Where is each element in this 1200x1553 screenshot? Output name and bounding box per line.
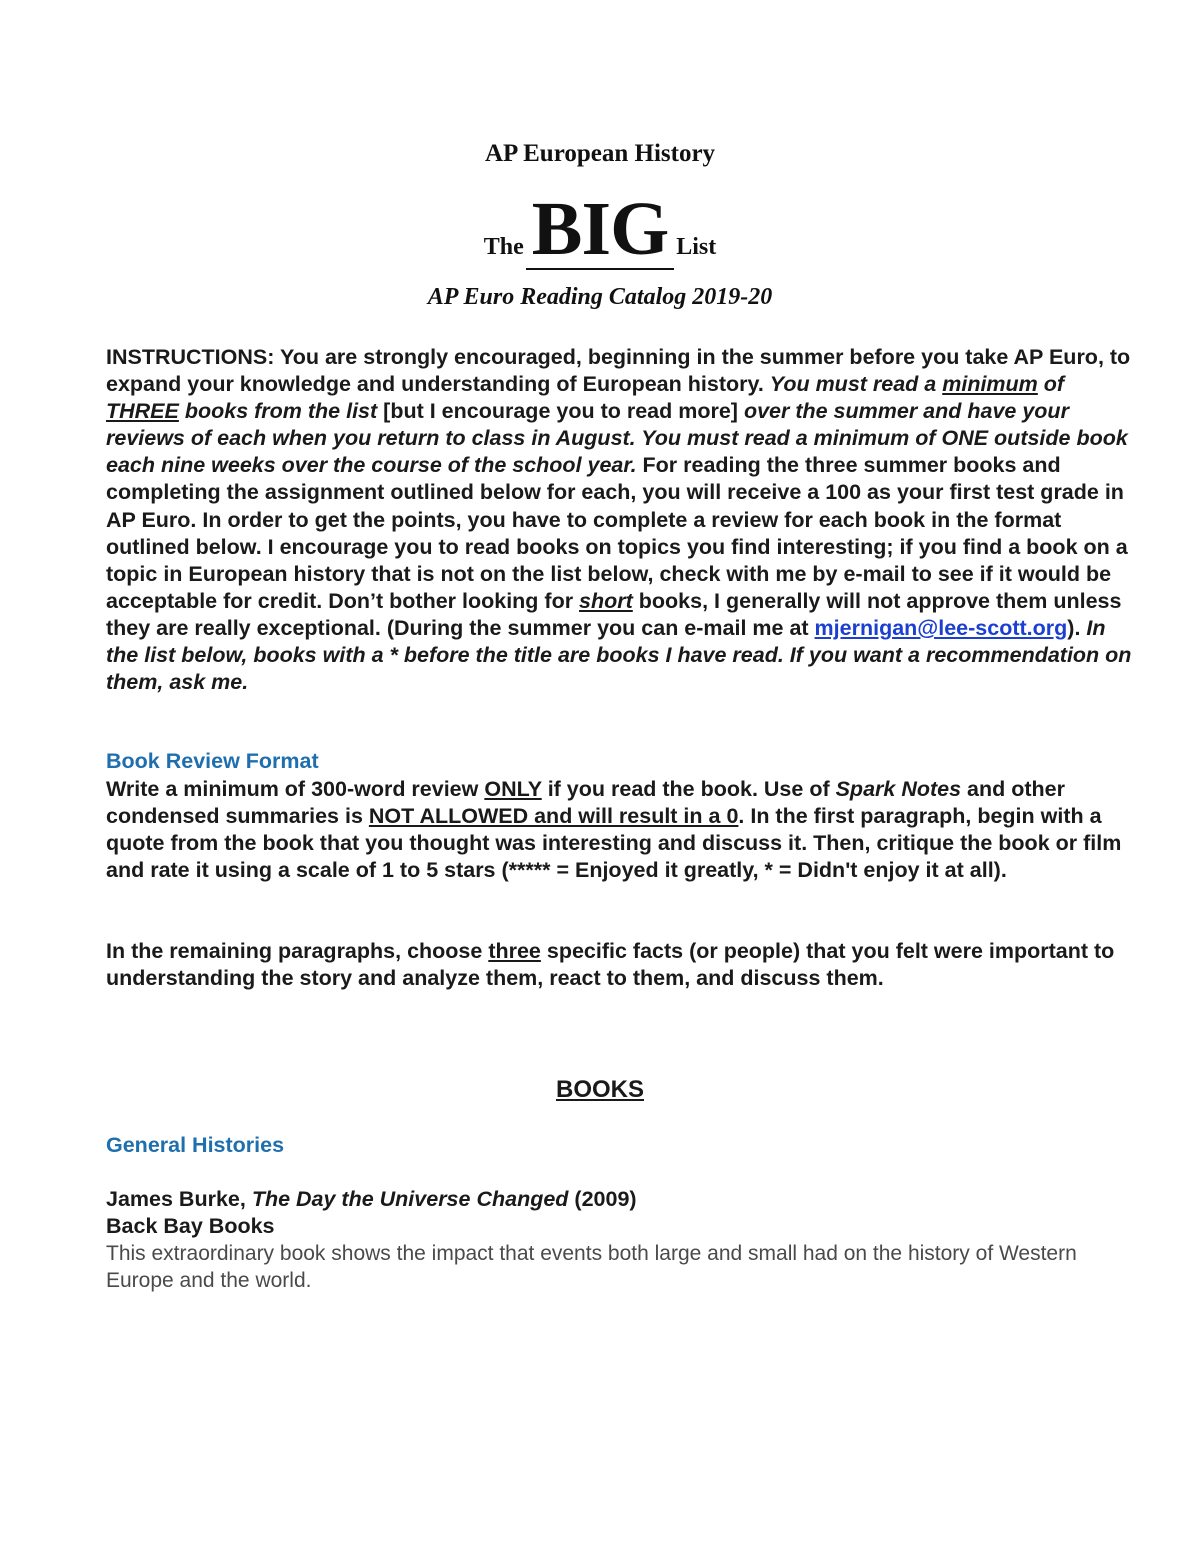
- book-description: This extraordinary book shows the impact that events both large and small had on the history of Western Europe and the world.: [106, 1242, 1077, 1293]
- catalog-subtitle: AP Euro Reading Catalog 2019-20: [427, 284, 773, 310]
- review-text-1: Write a minimum of 300-word review: [106, 777, 485, 801]
- instructions-text-2: [but I encourage you to read more]: [377, 399, 744, 424]
- instructions-minimum: minimum: [942, 372, 1038, 397]
- review-text-3: and other condensed summaries is: [106, 777, 1065, 829]
- review-remaining-paragraph: [106, 938, 1136, 992]
- review-format-paragraph: [106, 776, 1136, 884]
- book-year: (2009): [568, 1187, 637, 1211]
- book-entry: [106, 1186, 1106, 1294]
- big-suffix: List: [676, 234, 717, 260]
- instructions-paragraph: [106, 344, 1136, 696]
- review-spark-notes: Spark Notes: [835, 777, 962, 801]
- instructions-text-1: INSTRUCTIONS: You are strongly encouraged, beginning in the summer before you take AP Euro, to expand your knowledge and understanding of European history.: [106, 345, 1131, 397]
- email-link[interactable]: mjernigan@lee-scott.org: [814, 615, 1068, 640]
- instructions-italic-3: books from the list: [178, 399, 378, 424]
- review-remaining-three: three: [488, 939, 541, 963]
- big-prefix: The: [483, 234, 524, 260]
- instructions-italic-4: over the summer and have your reviews of each when you return to class in August. You must read a minimum of ONE outside book each nine weeks over the course of the school year.: [106, 399, 1128, 478]
- instructions-text-4: books, I generally will not approve them unless they are really exceptional. (During the summer you can e-mail me at: [106, 588, 1122, 640]
- review-remaining-text-1: In the remaining paragraphs, choose: [106, 939, 489, 963]
- review-text-4: . In the first paragraph, begin with a quote from the book that you thought was interesting and discuss it. Then, critique the book or film and rate it using a scale of 1 to 5 stars (***** = Enjoyed it greatly, * = Didn't enjoy it at all).: [106, 804, 1122, 883]
- big-word: BIG: [526, 190, 674, 270]
- review-only: ONLY: [484, 777, 542, 801]
- document-title: AP European History: [484, 140, 716, 167]
- instructions-italic-2: of: [1037, 372, 1065, 397]
- general-histories-heading: General Histories: [106, 1133, 285, 1157]
- review-remaining-text-2: specific facts (or people) that you felt were important to understanding the story and analyze them, react to them, and discuss them.: [106, 939, 1115, 991]
- instructions-text-5: ).: [1067, 615, 1087, 640]
- instructions-short: short: [579, 588, 633, 613]
- instructions-text-3: For reading the three summer books and completing the assignment outlined below for each, you will receive a 100 as your first test grade in AP Euro. In order to get the points, you have to complete a review for each book in the format outlined below. I encourage you to read books on topics you find interesting; if you find a book on a topic in European history that is not on the list below, check with me by e-mail to see if it would be acceptable for credit. Don’t bother looking for: [106, 453, 1128, 613]
- book-citation: [106, 1186, 1106, 1213]
- book-author: James Burke,: [106, 1187, 252, 1211]
- book-review-format-heading: Book Review Format: [106, 749, 319, 773]
- review-text-2: if you read the book. Use of: [541, 777, 836, 801]
- book-publisher: Back Bay Books: [106, 1214, 275, 1239]
- books-heading: BOOKS: [555, 1076, 644, 1103]
- instructions-three: THREE: [106, 399, 179, 424]
- instructions-italic-1: You must read a: [769, 372, 943, 397]
- review-not-allowed: NOT ALLOWED and will result in a 0: [368, 804, 739, 829]
- big-list-heading: [0, 187, 1200, 271]
- instructions-italic-5: In the list below, books with a * before the title are books I have read. If you want a recommendation on them, ask me.: [106, 615, 1132, 695]
- book-title: The Day the Universe Changed: [251, 1187, 569, 1211]
